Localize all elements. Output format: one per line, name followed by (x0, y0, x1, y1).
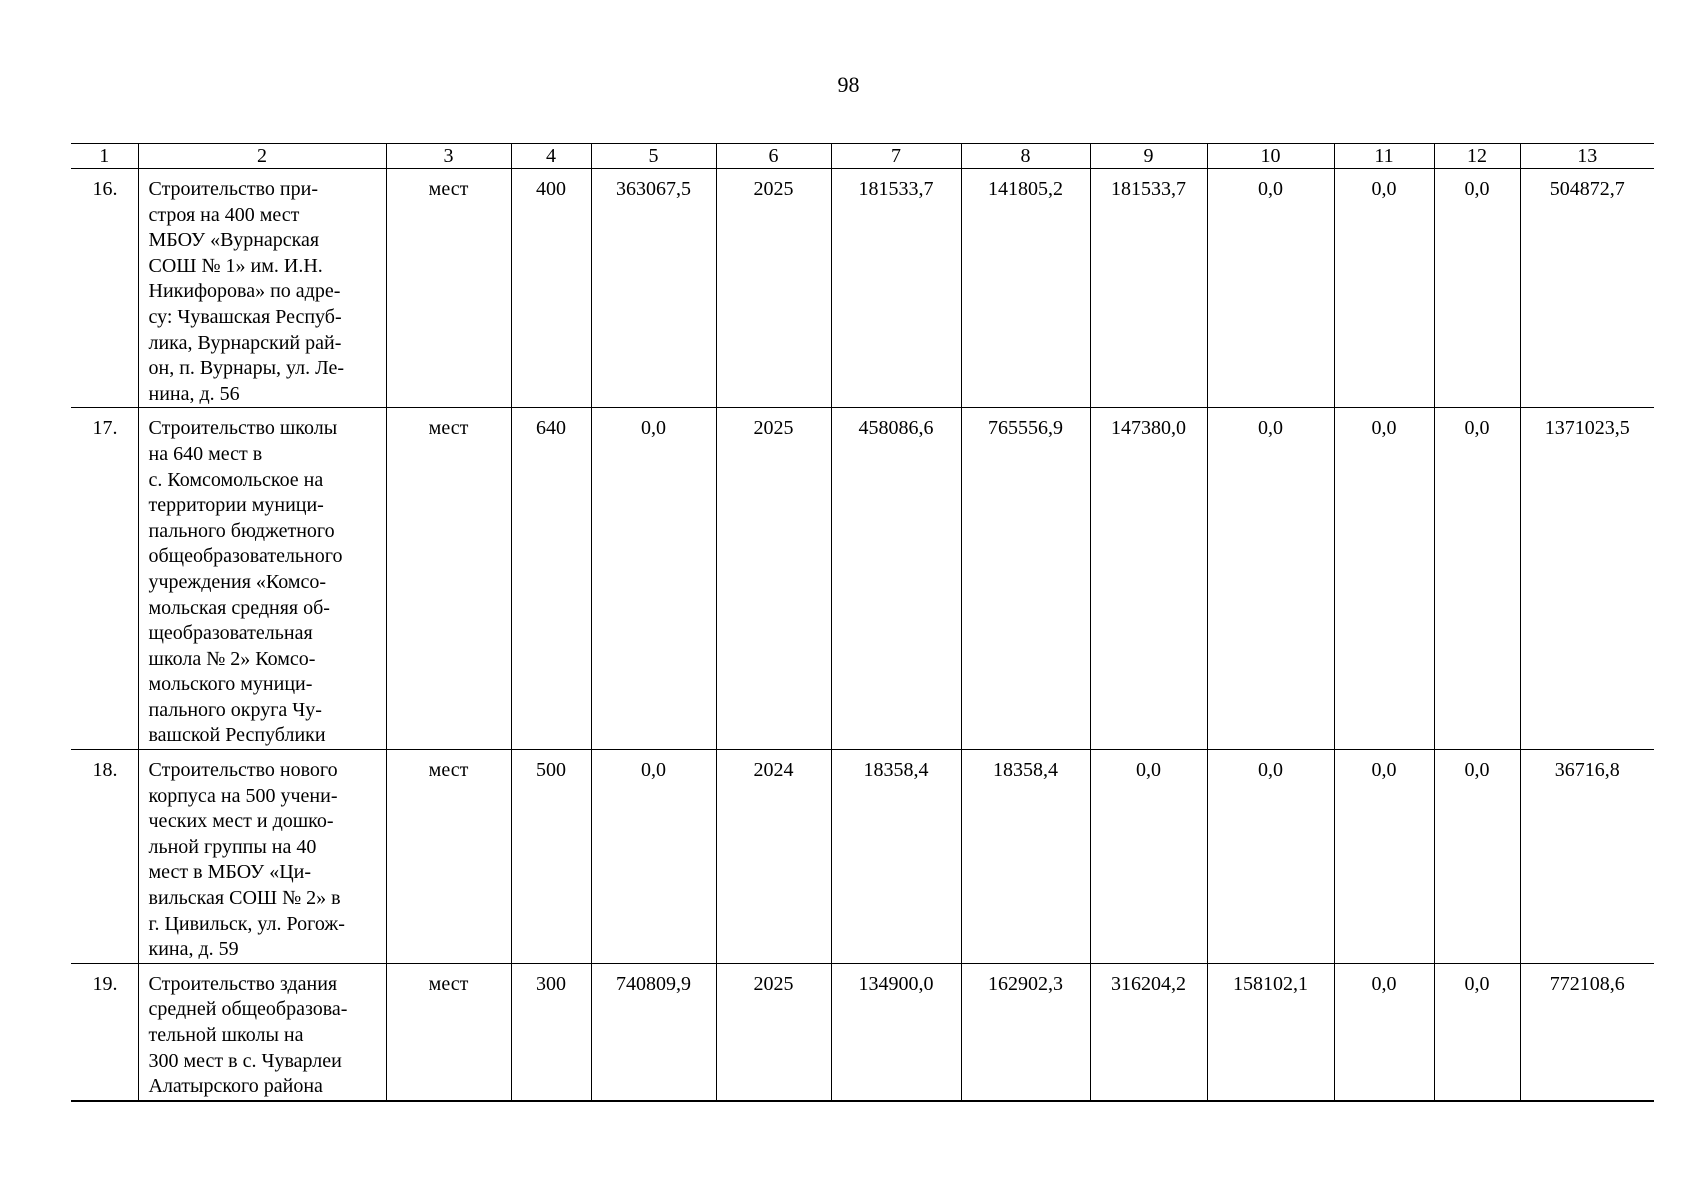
unit-cell: мест (386, 169, 511, 408)
name-line: щеобразовательная (148, 622, 313, 645)
name-line: Строительство нового (148, 759, 338, 782)
value-cell: 0,0 (1090, 750, 1207, 964)
total-cell: 36716,8 (1520, 750, 1654, 964)
value-cell: 363067,5 (591, 169, 716, 408)
name-line: Строительство при- (148, 178, 318, 200)
column-number: 7 (831, 144, 961, 169)
column-number: 6 (716, 144, 831, 169)
capacity-cell: 400 (511, 169, 591, 408)
value-cell: 181533,7 (1090, 169, 1207, 408)
table-row (71, 963, 1654, 1100)
name-line: тельной школы на (148, 1024, 304, 1046)
value-cell: 0,0 (1334, 169, 1434, 408)
value-cell: 0,0 (591, 750, 716, 964)
name-line: мольского муници- (148, 673, 313, 696)
column-number-row (71, 144, 1654, 169)
name-line: средней общеобразова- (148, 998, 348, 1021)
value-cell: 0,0 (1434, 408, 1520, 750)
column-number: 8 (961, 144, 1090, 169)
name-line: кина, д. 59 (148, 938, 239, 961)
value-cell: 18358,4 (831, 750, 961, 964)
value-cell: 0,0 (1434, 169, 1520, 408)
name-line: лика, Вурнарский рай- (148, 331, 342, 354)
name-line: ческих мест и дошко- (148, 810, 334, 833)
name-line: нина, д. 56 (148, 382, 240, 405)
name-line: су: Чувашская Респуб- (148, 305, 342, 328)
name-line: строя на 400 мест (148, 203, 300, 226)
unit-cell: мест (386, 408, 511, 750)
capacity-cell: 640 (511, 408, 591, 750)
value-cell: 158102,1 (1207, 963, 1334, 1100)
name-line: территории муници- (148, 494, 324, 517)
investment-table (71, 143, 1654, 1102)
year-cell: 2025 (716, 408, 831, 750)
column-number: 10 (1207, 144, 1334, 169)
value-cell: 0,0 (1207, 408, 1334, 750)
column-number: 2 (138, 144, 386, 169)
table-row (71, 408, 1654, 750)
unit-cell: мест (386, 963, 511, 1100)
row-number: 17. (71, 408, 138, 750)
object-name (138, 750, 386, 964)
total-cell: 1371023,5 (1520, 408, 1654, 750)
object-name (138, 408, 386, 750)
total-cell: 772108,6 (1520, 963, 1654, 1100)
value-cell: 0,0 (1334, 408, 1434, 750)
value-cell: 0,0 (591, 408, 716, 750)
name-line: вильская СОШ № 2» в (148, 887, 341, 910)
column-number: 12 (1434, 144, 1520, 169)
name-line: с. Комсомольское на (148, 468, 324, 491)
year-cell: 2024 (716, 750, 831, 964)
name-line: СОШ № 1» им. И.Н. (148, 254, 323, 277)
value-cell: 0,0 (1334, 750, 1434, 964)
value-cell: 0,0 (1207, 750, 1334, 964)
value-cell: 141805,2 (961, 169, 1090, 408)
table-row (71, 750, 1654, 964)
name-line: корпуса на 500 учени- (148, 784, 338, 807)
column-number: 1 (71, 144, 138, 169)
row-number: 18. (71, 750, 138, 964)
page-number: 98 (837, 72, 860, 97)
name-line: Никифорова» по адре- (148, 280, 341, 303)
value-cell: 18358,4 (961, 750, 1090, 964)
unit-cell: мест (386, 750, 511, 964)
name-line: г. Цивильск, ул. Рогож- (148, 912, 345, 935)
row-number: 16. (71, 169, 138, 408)
name-line: вашской Республики (148, 724, 326, 747)
value-cell: 316204,2 (1090, 963, 1207, 1100)
value-cell: 740809,9 (591, 963, 716, 1100)
name-line: Строительство школы (148, 417, 338, 440)
value-cell: 765556,9 (961, 408, 1090, 750)
row-number: 19. (71, 963, 138, 1100)
name-line: Алатырского района (148, 1075, 323, 1098)
name-line: МБОУ «Вурнарская (148, 229, 320, 252)
year-cell: 2025 (716, 963, 831, 1100)
value-cell: 458086,6 (831, 408, 961, 750)
column-number: 3 (386, 144, 511, 169)
name-line: он, п. Вурнары, ул. Ле- (148, 357, 345, 380)
name-line: пального бюджетного (148, 519, 335, 542)
value-cell: 0,0 (1207, 169, 1334, 408)
name-line: мест в МБОУ «Ци- (148, 861, 312, 884)
value-cell: 0,0 (1434, 750, 1520, 964)
value-cell: 0,0 (1334, 963, 1434, 1100)
name-line: школа № 2» Комсо- (148, 647, 316, 670)
object-name (138, 169, 386, 408)
column-number: 5 (591, 144, 716, 169)
name-line: пального округа Чу- (148, 698, 322, 721)
column-number: 9 (1090, 144, 1207, 169)
name-line: мольская средняя об- (148, 596, 330, 619)
name-line: льной группы на 40 (148, 835, 317, 858)
value-cell: 0,0 (1434, 963, 1520, 1100)
name-line: учреждения «Комсо- (148, 570, 327, 593)
table-row (71, 169, 1654, 408)
year-cell: 2025 (716, 169, 831, 408)
capacity-cell: 500 (511, 750, 591, 964)
value-cell: 134900,0 (831, 963, 961, 1100)
name-line: Строительство здания (148, 972, 338, 995)
column-number: 4 (511, 144, 591, 169)
value-cell: 181533,7 (831, 169, 961, 408)
column-number: 13 (1520, 144, 1654, 169)
name-line: на 640 мест в (148, 442, 263, 465)
total-cell: 504872,7 (1520, 169, 1654, 408)
capacity-cell: 300 (511, 963, 591, 1100)
object-name (138, 963, 386, 1100)
name-line: 300 мест в с. Чуварлеи (148, 1049, 342, 1072)
name-line: общеобразовательного (148, 545, 343, 568)
column-number: 11 (1334, 144, 1434, 169)
value-cell: 162902,3 (961, 963, 1090, 1100)
value-cell: 147380,0 (1090, 408, 1207, 750)
